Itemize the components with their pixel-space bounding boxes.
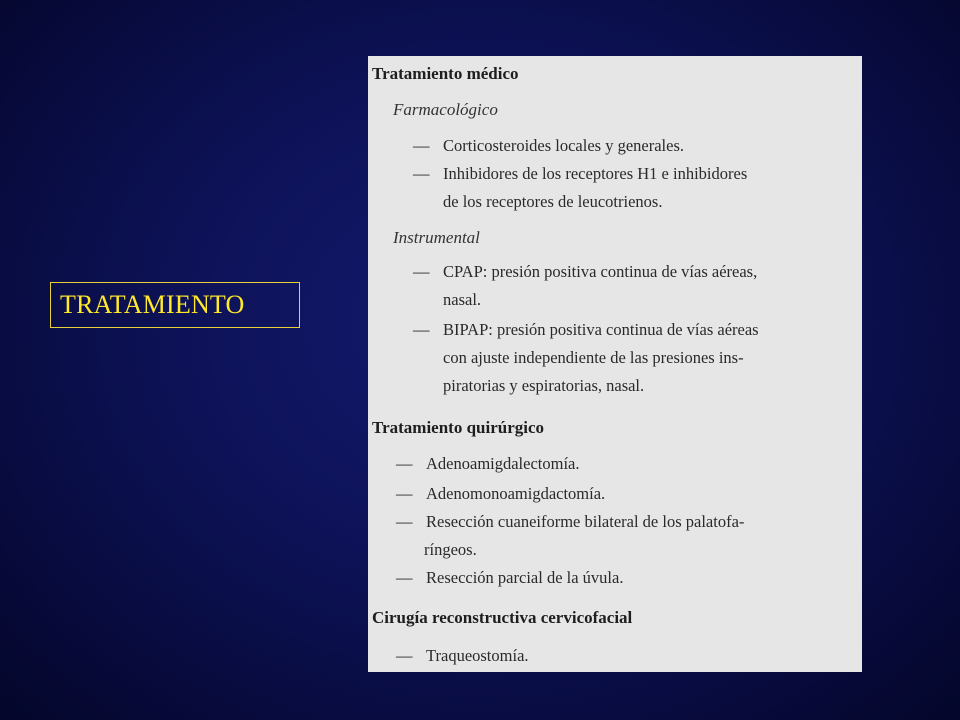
subheading-instrumental: Instrumental: [393, 228, 480, 247]
subheading-pharmacological: Farmacológico: [393, 100, 498, 119]
list-item-continuation: con ajuste independiente de las presiones ins-: [443, 348, 744, 367]
list-item-continuation: piratorias y espiratorias, nasal.: [443, 376, 645, 395]
list-item: — Resección parcial de la úvula.: [396, 568, 624, 587]
list-item: — CPAP: presión positiva continua de vías aéreas,: [413, 262, 758, 281]
list-item-continuation: de los receptores de leucotrienos.: [443, 192, 663, 211]
list-item: — Inhibidores de los receptores H1 e inhibidores: [413, 164, 748, 183]
scanned-document: [368, 56, 862, 672]
heading-surgical-treatment: Tratamiento quirúrgico: [372, 418, 545, 437]
heading-medical-treatment: Tratamiento médico: [372, 64, 519, 83]
list-item: — Adenomonoamigdactomía.: [396, 484, 606, 503]
list-item: — Corticosteroides locales y generales.: [413, 136, 684, 155]
list-item: — Adenoamigdalectomía.: [396, 454, 580, 473]
heading-reconstructive-surgery: Cirugía reconstructiva cervicofacial: [372, 608, 633, 627]
list-item-continuation: nasal.: [443, 290, 482, 309]
list-item: — Resección cuaneiforme bilateral de los palatofa-: [396, 512, 745, 531]
list-item: — Traqueostomía.: [396, 646, 529, 665]
slide-title: TRATAMIENTO: [50, 282, 300, 328]
list-item: — BIPAP: presión positiva continua de vías aéreas: [413, 320, 759, 339]
list-item-continuation: ríngeos.: [424, 540, 477, 559]
